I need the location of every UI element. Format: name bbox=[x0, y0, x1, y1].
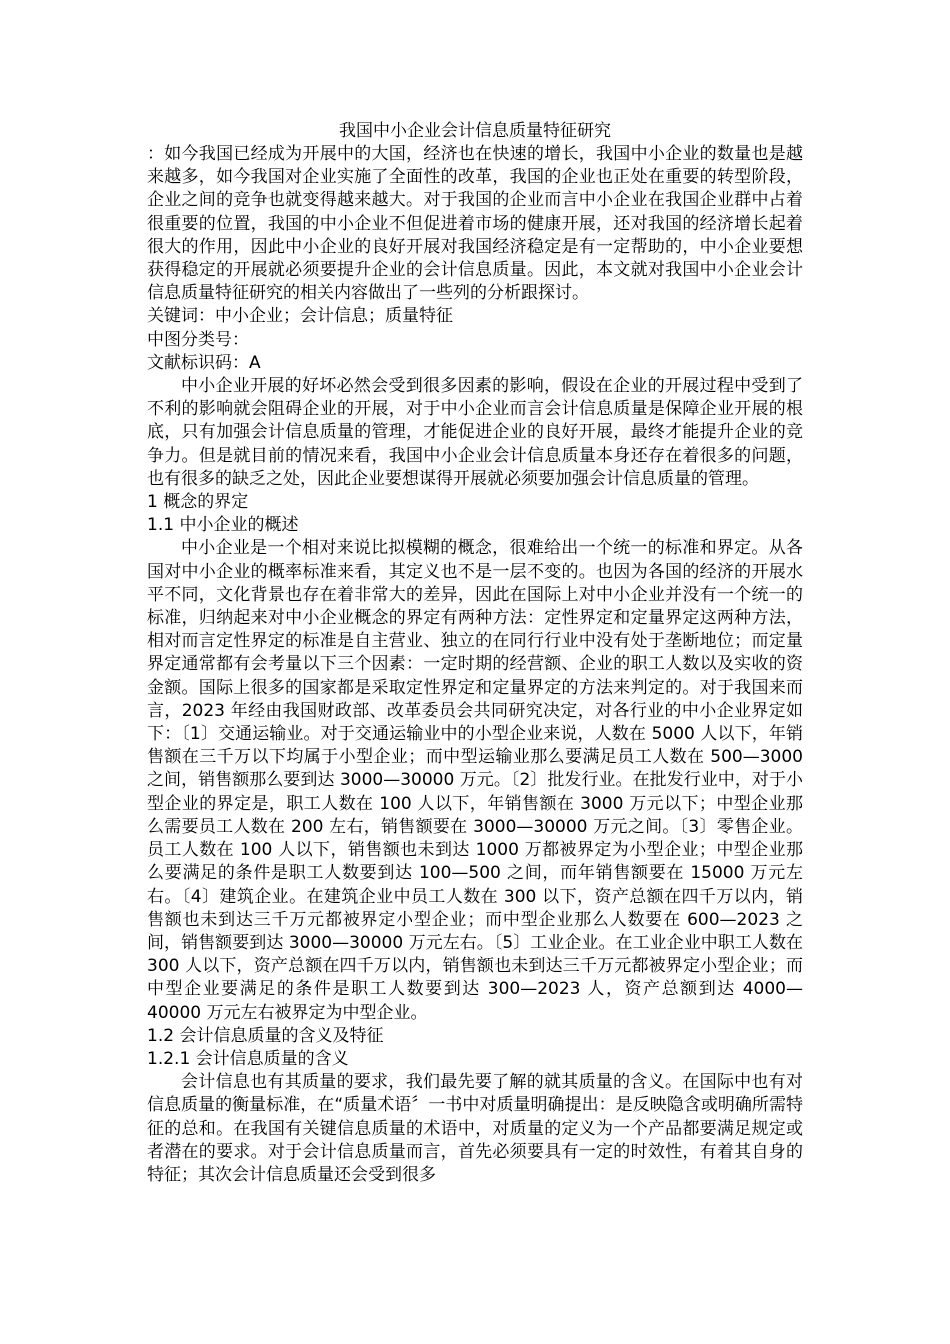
keywords-line: 关键词：中小企业；会计信息；质量特征 bbox=[147, 306, 453, 327]
abstract-paragraph: ：如今我国已经成为开展中的大国，经济也在快速的增长，我国中小企业的数量也是越来越多，如今我国对企业实施了全面性的改革，我国的企业也正处在重要的转型阶段，企业之间的竞争也就变得越来越大。对于我国的企业而言中小企业在我国企业群中占着很重要的位置，我国的中小企业不但促进着市场的健康开展，还对我国的经济增长起着很大的作用，因此中小企业的良好开展对我国经济稳定是有一定帮助的，中小企业要想获得稳定的开展就必须要提升企业的会计信息质量。因此，本文就对我国中小企业会计信息质量特征研究的相关内容做出了一些列的分析跟探讨。 bbox=[147, 144, 803, 304]
section-heading-1-2: 1.2 会计信息质量的含义及特征 bbox=[147, 1025, 384, 1046]
section-heading-1-1: 1.1 中小企业的概述 bbox=[147, 515, 299, 536]
document-page bbox=[147, 120, 803, 1187]
section-heading-1-2-1: 1.2.1 会计信息质量的含义 bbox=[147, 1048, 349, 1069]
intro-paragraph: 中小企业开展的好坏必然会受到很多因素的影响，假设在企业的开展过程中受到了不利的影响就会阻碍企业的开展，对于中小企业而言会计信息质量是保障企业开展的根底，只有加强会计信息质量的管理，才能促进企业的良好开展，最终才能提升企业的竞争力。但是就目前的情况来看，我国中小企业会计信息质量本身还存在着很多的问题，也有很多的缺乏之处，因此企业要想谋得开展就必须要加强会计信息质量的管理。 bbox=[147, 376, 803, 489]
paragraph-1-2-1: 会计信息也有其质量的要求，我们最先要了解的就其质量的含义。在国际中也有对信息质量的衡量标准，在“质量术语〞一书中对质量明确提出：是反映隐含或明确所需特征的总和。在我国有关键信息质量的术语中，对质量的定义为一个产品都要满足规定或者潜在的要求。对于会计信息质量而言，首先必须要具有一定的时效性，有着其自身的特征；其次会计信息质量还会受到很多 bbox=[147, 1072, 803, 1185]
section-heading-1: 1 概念的界定 bbox=[147, 492, 249, 513]
clc-number-line: 中图分类号： bbox=[147, 329, 249, 350]
document-code-line: 文献标识码：A bbox=[147, 352, 261, 373]
document-title: 我国中小企业会计信息质量特征研究 bbox=[339, 121, 611, 141]
paragraph-1-1: 中小企业是一个相对来说比拟模糊的概念，很难给出一个统一的标准和界定。从各国对中小企业的概率标准来看，其定义也不是一层不变的。也因为各国的经济的开展水平不同，文化背景也存在着非常大的差异，因此在国际上对中小企业并没有一个统一的标准，归纳起来对中小企业概念的界定有两种方法：定性界定和定量界定这两种方法，相对而言定性界定的标准是自主营业、独立的在同行行业中没有处于垄断地位；而定量界定通常都有会考量以下三个因素：一定时期的经营额、企业的职工人数以及实收的资金额。国际上很多的国家都是采取定性界定和定量界定的方法来判定的。对于我国来而言，2023 年经由我国财政部、改革委员会共同研究决定，对各行业的中小企业界定如下：〔1〕交通运输业。对于交通运输业中的小型企业来说，人数在 5000 人以下，年销售额在三千万以下均属于小型企业；而中型运输业那么要满足员工人数在 500—3000 之间，销售额那么要到达 3000—30000 万元。〔2〕批发行业。在批发行业中，对于小型企业的界定是，职工人数在 100 人以下，年销售额在 3000 万元以下；中型企业那么需要员工人数在 200 左右，销售额要在 3000—30000 万元之间。〔3〕零售企业。员工人数在 100 人以下，销售额也未到达 1000 万都被界定为小型企业；中型企业那么要满足的条件是职工人数要到达 100—500 之间，而年销售额要在 15000 万元左右。〔4〕建筑企业。在建筑企业中员工人数在 300 以下，资产总额在四千万以内，销售额也未到达三千万元都被界定小型企业；而中型企业那么人数要在 600—2023 之间，销售额要到达 3000—30000 万元左右。〔5〕工业企业。在工业企业中职工人数在 300 人以下，资产总额在四千万以内，销售额也未到达三千万元都被界定小型企业；而中型企业要满足的条件是职工人数要到达 300—2023 人，资产总额到达 4000—40000 万元左右被界定为中型企业。 bbox=[147, 538, 803, 1023]
